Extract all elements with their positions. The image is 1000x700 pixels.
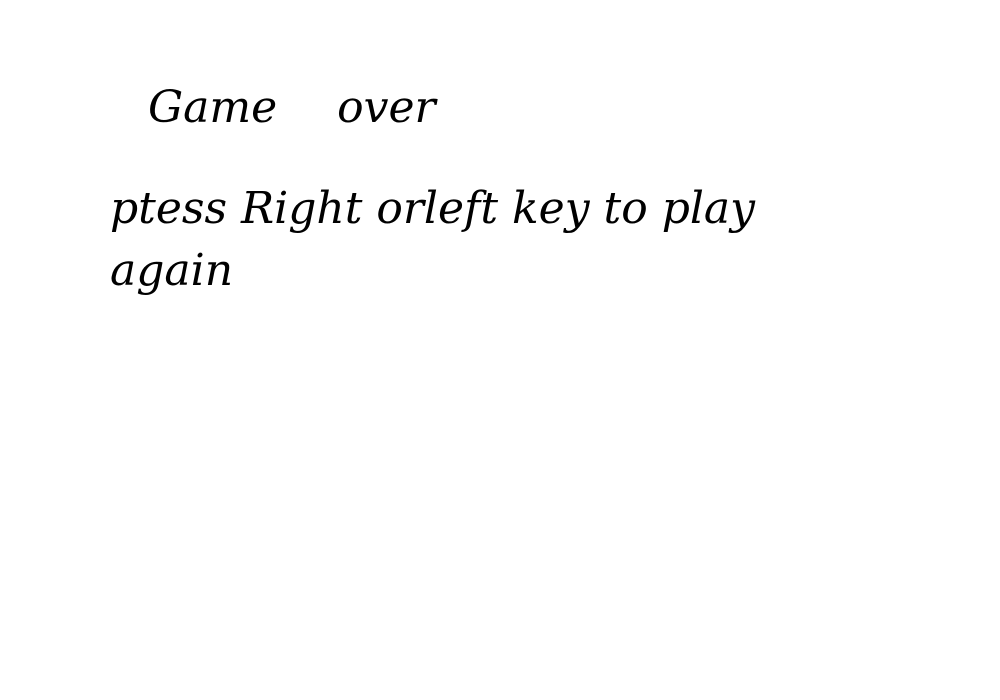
game-over-title-word-1: Game	[148, 82, 278, 133]
game-over-title	[148, 78, 436, 138]
play-again-instruction: ptess Right orleft key to play again	[110, 183, 756, 296]
game-over-title-word-2: over	[337, 82, 436, 133]
